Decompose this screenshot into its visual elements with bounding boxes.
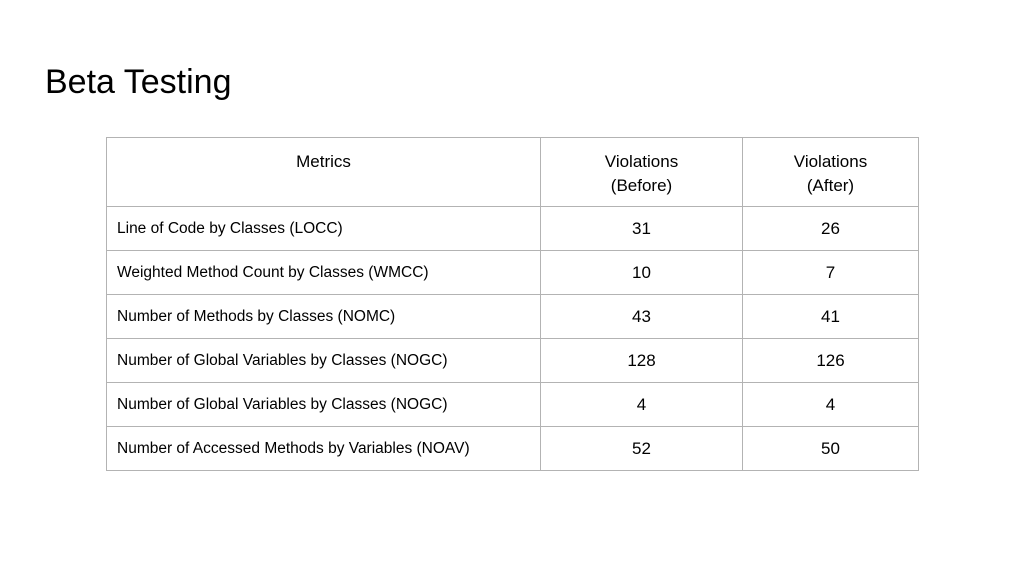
metric-name-cell: Number of Global Variables by Classes (NOGC) — [107, 383, 541, 427]
header-before-line1: Violations — [604, 152, 679, 171]
table-row — [107, 251, 919, 295]
violations-before-cell: 128 — [541, 339, 743, 383]
violations-before-cell: 43 — [541, 295, 743, 339]
metric-name-cell: Weighted Method Count by Classes (WMCC) — [107, 251, 541, 295]
violations-after-cell: 7 — [743, 251, 919, 295]
table-row — [107, 383, 919, 427]
table-row — [107, 339, 919, 383]
header-violations-after — [743, 138, 919, 207]
slide-title: Beta Testing — [45, 63, 232, 101]
metric-name-cell: Line of Code by Classes (LOCC) — [107, 207, 541, 251]
header-metrics-label: Metrics — [296, 152, 351, 171]
table-row — [107, 207, 919, 251]
header-violations-before — [541, 138, 743, 207]
table-header-row — [107, 138, 919, 207]
metric-name-cell: Number of Accessed Methods by Variables (NOAV) — [107, 427, 541, 471]
header-after-line1: Violations — [793, 152, 868, 171]
violations-before-cell: 52 — [541, 427, 743, 471]
metric-name-cell: Number of Global Variables by Classes (NOGC) — [107, 339, 541, 383]
header-before-line2: (Before) — [610, 176, 673, 195]
header-after-line2: (After) — [806, 176, 855, 195]
violations-before-cell: 10 — [541, 251, 743, 295]
violations-after-cell: 126 — [743, 339, 919, 383]
table-row — [107, 427, 919, 471]
violations-after-cell: 50 — [743, 427, 919, 471]
violations-after-cell: 41 — [743, 295, 919, 339]
table-row — [107, 295, 919, 339]
violations-after-cell: 4 — [743, 383, 919, 427]
violations-before-cell: 4 — [541, 383, 743, 427]
header-metrics — [107, 138, 541, 207]
metric-name-cell: Number of Methods by Classes (NOMC) — [107, 295, 541, 339]
violations-before-cell: 31 — [541, 207, 743, 251]
violations-after-cell: 26 — [743, 207, 919, 251]
metrics-table — [106, 137, 919, 471]
